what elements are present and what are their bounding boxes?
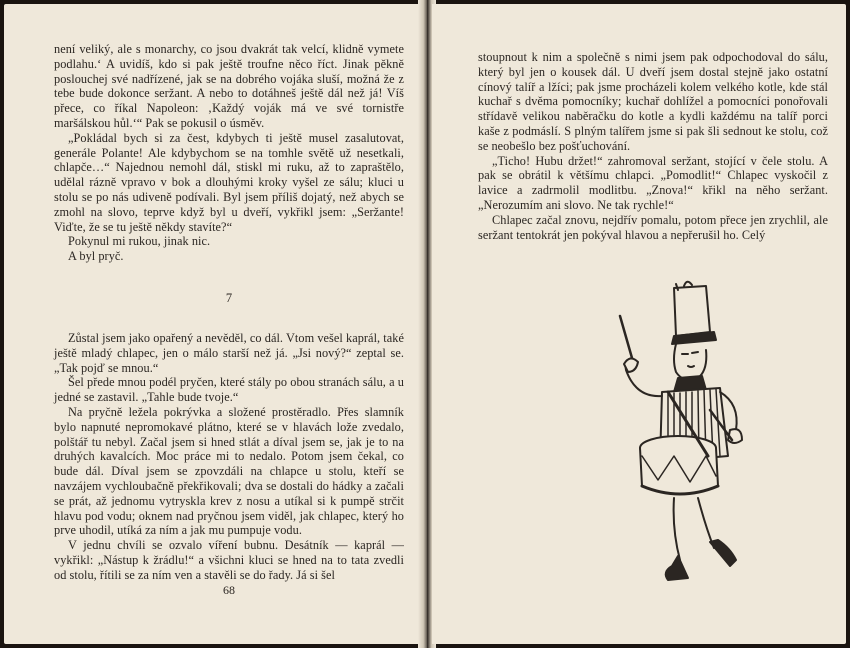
paragraph: není veliký, ale s monarchy, co jsou dvakrát tak velcí, klidně vymete podlahu.‘ A uvidíš, kdo si pak ještě troufne něco říct. Jinak pěkně poslouchej své nadřízené, jak se na dobrého vojáka sluší, možná že z tebe bude dokonce seržant. A nebo to dotáhneš ještě dál než já! Víš přece, co říkal Napoleon: ‚Každý voják má ve své tornistře maršálskou hůl.‘“ Pak se pokusil o úsměv. xyxy=(54,42,404,130)
drummer-boy-illustration xyxy=(602,280,762,585)
paragraph: A byl pryč. xyxy=(68,249,124,264)
paragraph: Chlapec začal znovu, nejdřív pomalu, potom přece jen zrychlil, ale seržant tentokrát jen pokýval hlavou a nepřerušil ho. Celý xyxy=(478,212,828,242)
paragraph: Zůstal jsem jako opařený a nevěděl, co dál. Vtom vešel kaprál, také ještě mladý chlapec, jen o málo starší než já. „Jsi nový?“ zeptal se. „Tak pojď se mnou.“ xyxy=(54,331,404,375)
left-text-block-2 xyxy=(54,331,404,583)
right-page xyxy=(432,4,846,644)
paragraph: stoupnout k nim a společně s nimi jsem pak odpochodoval do sálu, který byl jen o kousek dál. U dveří jsem dostal stejně jako ostatní cínový talíř a lžíci; pak jsme procházeli kolem velkého kotle, kde stál kuchař s dvěma pomocníky; kuchař dohlížel a pomocníci ponořovali střídavě velikou naběračku do kotle a kydli každému na talíř porci kaše z podmáslí. S plným talířem jsme si pak šli sednout ke stolu, což se neobešlo bez pošťuchování. xyxy=(478,50,828,153)
left-page xyxy=(4,4,422,644)
page-number: 68 xyxy=(223,583,235,597)
paragraph: „Pokládal bych si za čest, kdybych ti ještě musel zasalutovat, generále Polante! Ale kdybychom se na tomhle světě už nesetkali, chlapče…“ Najednou nemohl dál, stiskl mi ruku, až to zapraštělo, udělal rázně vpravo v bok a dlouhými kroky vyšel ze sálu; kluci u stolu se po nás udiveně podívali. Byl jsem příliš dojatý, než abych se zmohl na slovo, teprve když byl u dveří, vykřikl jsem: „Seržante! Viďte, že se tu ještě někdy stavíte?“ xyxy=(54,130,404,234)
paragraph: Pokynul mi rukou, jinak nic. xyxy=(68,234,211,249)
paragraph: „Ticho! Hubu držet!“ zahromoval seržant, stojící v čele stolu. A pak se obrátil k většímu chlapci. „Pomodlit!“ Chlapec vyskočil z lavice a zadrmolil modlitbu. „Znova!“ křikl na něho seržant. „Nerozumím ani slovo. Ne tak rychle!“ xyxy=(478,153,828,212)
paragraph: Na pryčně ležela pokrývka a složené prostěradlo. Přes slamník bylo napnuté nepromokavé plátno, které se v hlavách lože zvedalo, polštář tu nebyl. Začal jsem si hned stlát a díval jsem se, jak je to na druhých kavalcích. Moc práce mi to nedalo. Potom jsem čekal, co bude dál. Díval jsem se zpovzdáli na chlapce u stolu, kteří se navzájem vychloubačně překřikovali; dva se dostali do hádky a začali se prát, až jednomu vytryskla krev z nosu a utíkal si k pumpě strčit hlavu pod vodu; oknem nad pryčnou jsem viděl, jak chlapec, který ho prve uhodil, utíká za ním a jak mu pumpuje vodu. xyxy=(54,404,404,538)
paragraph: V jednu chvíli se ozvalo víření bubnu. Desátník — kaprál — vykřikl: „Nástup k žrádlu!“ a všichni kluci se hned na to tata zvedli od stolu, řítili se za ním ven a stavěli se do řady. Já si šel xyxy=(54,538,404,582)
right-text-block xyxy=(478,50,828,242)
left-text-block xyxy=(54,42,404,264)
paragraph: Šel přede mnou podél pryčen, které stály po obou stranách sálu, a u jedné se zastavil. „Tahle bude tvoje.“ xyxy=(54,375,404,405)
chapter-number: 7 xyxy=(225,291,233,305)
